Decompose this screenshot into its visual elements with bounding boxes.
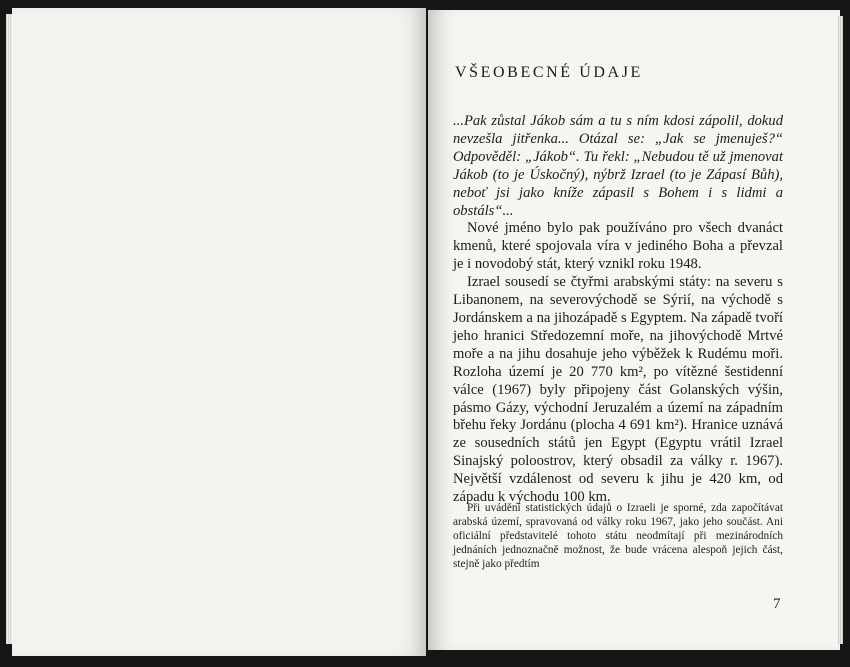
epigraph-paragraph: ...Pak zůstal Jákob sám a tu s ním kdosi zápolil, dokud nevzešla jitřenka... Otázal se: „Jak se jmenuješ?“ Odpověděl: „Jákob“. Tu řekl: „Nebudou tě už jmenovat Jákob (to je Úskočný), nýbrž Izrael (to je Zápasí Bůh), neboť jsi jako kníže zápasil s Bohem i s lidmi a obstáls“... [453,113,783,219]
note-paragraph: Při uvádění statistických údajů o Izraeli je sporné, zda započítávat arabská území, spravovaná od války roku 1967, jako jeho součást. Ani oficiální představitelé tohoto státu neodmítají při mezinárodních jednáních jednoznačně možnost, že bude vrácena alespoň jejich část, stejně jako předtím [453,502,783,571]
note-block [453,501,783,571]
main-text-block [453,113,783,507]
page-heading: VŠEOBECNÉ ÚDAJE [455,64,643,81]
page-number: 7 [773,596,781,612]
body-paragraph-2: Izrael sousedí se čtyřmi arabskými státy: na severu s Libanonem, na severovýchodě se Sýrií, na východě s Jordánskem a na jihozápadě s Egyptem. Na západě tvoří jeho hranici Středozemní moře, na jihovýchodě Mrtvé moře a na jihu dosahuje jeho výběžek k Rudému moři. Rozloha území je 20 770 km², po vítězné šestidenní válce (1967) byly připojeny část Golanských výšin, pásmo Gázy, východní Jeruzalém a území na západním břehu řeky Jordánu (plocha 4 691 km²). Hranice uznává ze sousedních států jen Egypt (Egyptu vrátil Izrael Sinajský poloostrov, který obsadil za války r. 1967). Největší vzdálenost od severu k jihu je 420 km, od západu k východu 100 km. [453,274,783,506]
body-paragraph-1: Nové jméno bylo pak používáno pro všech dvanáct kmenů, které spojovala víra v jediného Boha a převzal je i novodobý stát, který vznikl roku 1948. [453,220,783,273]
left-page-blank [12,8,426,656]
right-page-edge [838,16,843,644]
